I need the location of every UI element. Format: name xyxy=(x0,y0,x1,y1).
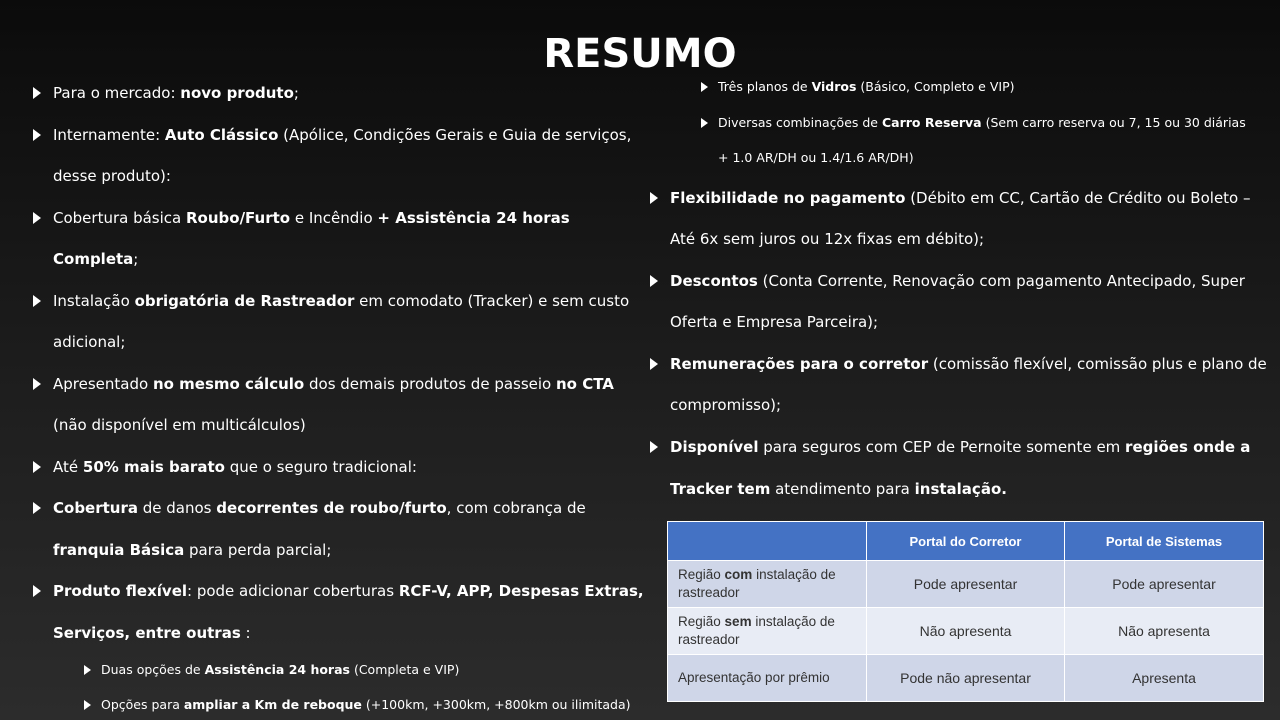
left-bullet-line: Serviços, entre outras : xyxy=(53,624,251,642)
right-bullet-line: Remunerações para o corretor (comissão flexível, comissão plus e plano de xyxy=(670,355,1267,373)
row-label: Região sem instalação de rastreador xyxy=(668,608,867,655)
right-bullet-line: Disponível para seguros com CEP de Pernoite somente em regiões onde a xyxy=(670,438,1251,456)
right-bullet-line: compromisso); xyxy=(670,396,782,414)
arrow-bullet-icon xyxy=(33,461,41,473)
arrow-bullet-icon xyxy=(33,378,41,390)
row-label: Região com instalação de rastreador xyxy=(668,561,867,608)
right-bullet-line: Diversas combinações de Carro Reserva (Sem carro reserva ou 7, 15 ou 30 diárias xyxy=(718,115,1246,130)
arrow-bullet-icon xyxy=(650,358,658,370)
table-header-row xyxy=(668,522,1264,561)
left-bullet-line: Duas opções de Assistência 24 horas (Completa e VIP) xyxy=(101,662,460,677)
arrow-bullet-icon xyxy=(33,585,41,597)
right-bullet-line: Descontos (Conta Corrente, Renovação com pagamento Antecipado, Super xyxy=(670,272,1245,290)
left-bullet-line: Instalação obrigatória de Rastreador em comodato (Tracker) e sem custo xyxy=(53,292,630,310)
cell-portal-sistemas: Apresenta xyxy=(1065,655,1264,702)
availability-table xyxy=(667,521,1264,702)
cell-portal-corretor: Pode não apresentar xyxy=(867,655,1065,702)
cell-portal-sistemas: Pode apresentar xyxy=(1065,561,1264,608)
cell-portal-corretor: Não apresenta xyxy=(867,608,1065,655)
row-label: Apresentação por prêmio xyxy=(668,655,867,702)
arrow-bullet-icon xyxy=(33,295,41,307)
right-bullet-line: Tracker tem atendimento para instalação. xyxy=(670,480,1007,498)
table-header-cell xyxy=(668,522,867,561)
arrow-bullet-icon xyxy=(650,275,658,287)
arrow-bullet-icon xyxy=(33,212,41,224)
left-bullet-line: Até 50% mais barato que o seguro tradicional: xyxy=(53,458,417,476)
table-header-portal-sistemas: Portal de Sistemas xyxy=(1065,522,1264,561)
cell-portal-corretor: Pode apresentar xyxy=(867,561,1065,608)
arrow-bullet-icon xyxy=(33,129,41,141)
arrow-bullet-icon xyxy=(650,441,658,453)
right-bullet-line: Três planos de Vidros (Básico, Completo e VIP) xyxy=(718,79,1015,94)
arrow-bullet-icon xyxy=(701,118,708,128)
right-bullet-line: Flexibilidade no pagamento (Débito em CC, Cartão de Crédito ou Boleto – xyxy=(670,189,1251,207)
left-bullet-line: Apresentado no mesmo cálculo dos demais produtos de passeio no CTA xyxy=(53,375,614,393)
left-bullet-line: Para o mercado: novo produto; xyxy=(53,84,299,102)
arrow-bullet-icon xyxy=(33,502,41,514)
right-bullet-line: Até 6x sem juros ou 12x fixas em débito); xyxy=(670,230,985,248)
arrow-bullet-icon xyxy=(701,82,708,92)
left-bullet-line: Cobertura básica Roubo/Furto e Incêndio + Assistência 24 horas xyxy=(53,209,570,227)
left-bullet-line: Internamente: Auto Clássico (Apólice, Condições Gerais e Guia de serviços, xyxy=(53,126,632,144)
arrow-bullet-icon xyxy=(650,192,658,204)
left-bullet-line: Produto flexível: pode adicionar coberturas RCF-V, APP, Despesas Extras, xyxy=(53,582,644,600)
table-row xyxy=(668,608,1264,655)
left-bullet-line: (não disponível em multicálculos) xyxy=(53,416,306,434)
right-bullet-line: + 1.0 AR/DH ou 1.4/1.6 AR/DH) xyxy=(718,150,914,165)
cell-portal-sistemas: Não apresenta xyxy=(1065,608,1264,655)
left-bullet-line: adicional; xyxy=(53,333,126,351)
left-bullet-line: Cobertura de danos decorrentes de roubo/furto, com cobrança de xyxy=(53,499,586,517)
left-bullet-line: desse produto): xyxy=(53,167,171,185)
left-bullet-line: Opções para ampliar a Km de reboque (+100km, +300km, +800km ou ilimitada) xyxy=(101,697,631,712)
left-bullet-line: Completa; xyxy=(53,250,139,268)
arrow-bullet-icon xyxy=(84,665,91,675)
table-row xyxy=(668,655,1264,702)
table-header-portal-corretor: Portal do Corretor xyxy=(867,522,1065,561)
arrow-bullet-icon xyxy=(33,87,41,99)
page-title: RESUMO xyxy=(543,31,737,77)
right-bullet-line: Oferta e Empresa Parceira); xyxy=(670,313,879,331)
left-bullet-line: franquia Básica para perda parcial; xyxy=(53,541,332,559)
table-row xyxy=(668,561,1264,608)
arrow-bullet-icon xyxy=(84,700,91,710)
